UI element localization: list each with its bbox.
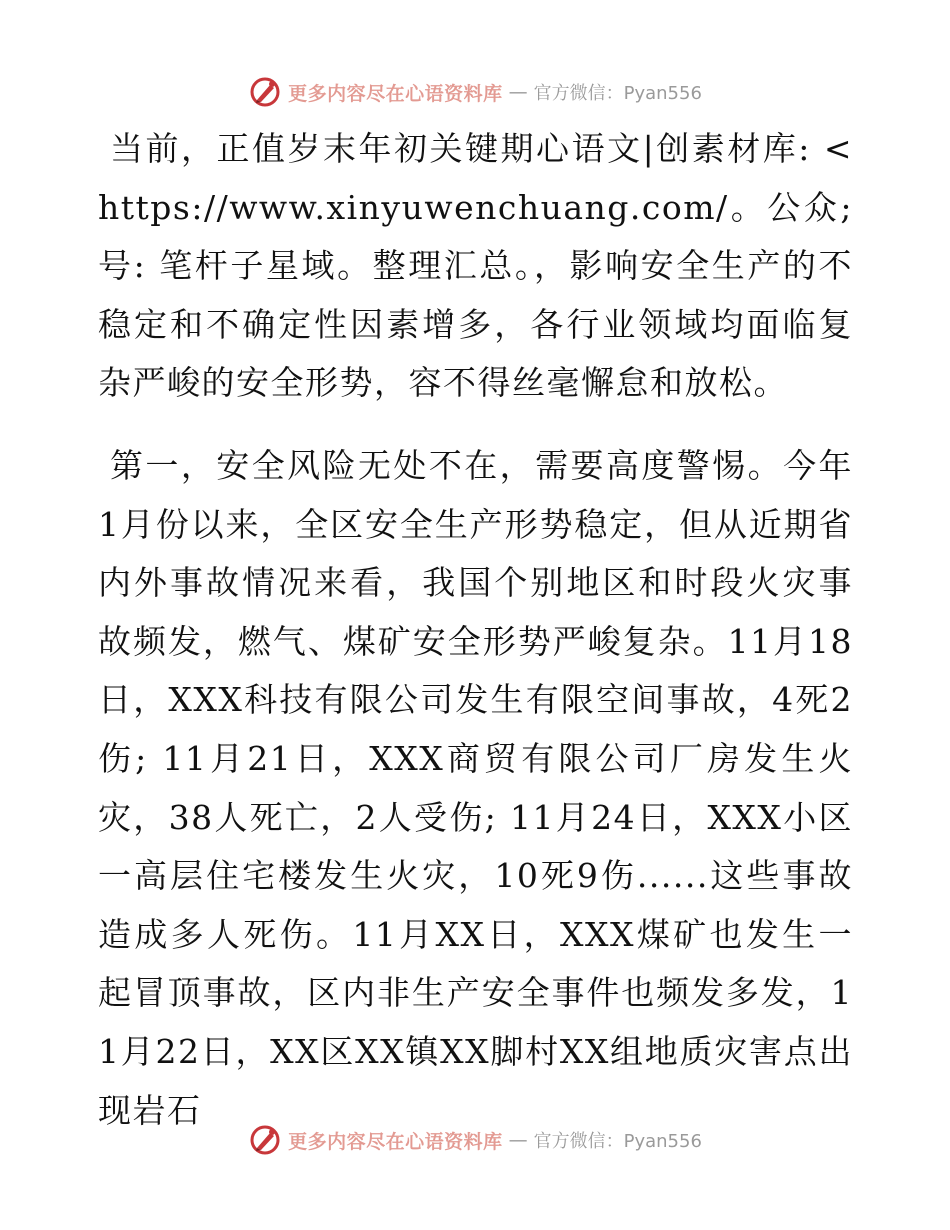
watermark-separator: — xyxy=(508,81,528,103)
paragraph-intro: 当前，正值岁末年初关键期心语文|创素材库: <https://www.xinyuwenchuang.com/。公众;号: 笔杆子星域。整理汇总。，影响安全生产的不稳定和不确定性因素增多，各行业领域均面临复杂严峻的安全形势，容不得丝毫懈怠和放松。 xyxy=(98,129,853,403)
watermark-separator: — xyxy=(508,1129,528,1151)
watermark-wechat: 官方微信：Pyan556 xyxy=(533,83,702,104)
header-watermark xyxy=(0,72,950,112)
brand-logo-icon xyxy=(248,1123,282,1157)
document-body xyxy=(98,120,853,1140)
watermark-title: 更多内容尽在心语资料库 xyxy=(288,1130,503,1153)
watermark-wechat: 官方微信：Pyan556 xyxy=(533,1131,702,1152)
footer-watermark xyxy=(0,1120,950,1160)
brand-logo-icon xyxy=(248,75,282,109)
watermark-title: 更多内容尽在心语资料库 xyxy=(288,82,503,105)
paragraph-first-point: 第一，安全风险无处不在，需要高度警惕。今年1月份以来，全区安全生产形势稳定，但从近期省内外事故情况来看，我国个别地区和时段火灾事故频发，燃气、煤矿安全形势严峻复杂。11月18日，XXX科技有限公司发生有限空间事故，4死2伤; 11月21日，XXX商贸有限公司厂房发生火灾，38人死亡，2人受伤; 11月24日，XXX小区一高层住宅楼发生火灾，10死9伤......这些事故造成多人死伤。11月XX日，XXX煤矿也发生一起冒顶事故，区内非生产安全事件也频发多发，11月22日，XX区XX镇XX脚村XX组地质灾害点出现岩石 xyxy=(98,445,853,1130)
